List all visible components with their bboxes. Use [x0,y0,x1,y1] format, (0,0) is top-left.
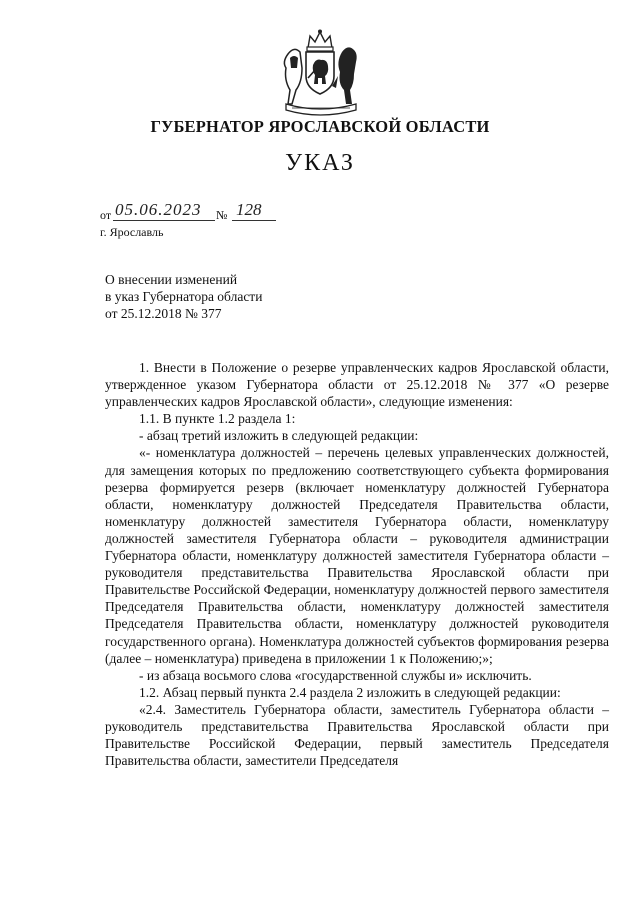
document-type: УКАЗ [285,150,355,176]
number-sign: № [216,208,228,222]
body-paragraph: 1. Внести в Положение о резерве управленческих кадров Ярославской области, утвержденное указом Губернатора области от 25.12.2018 № 377 «О резерве управленческих кадров Ярославской области», следующие изменения: [105,360,609,410]
body-paragraph: «- номенклатура должностей – перечень целевых управленческих должностей, для замещения которых по предложению соответствующего субъекта формирования резерва формируется резерв (включает номенклатуру должностей Губернатора области, номенклатуру должностей Председателя Правительства области, номенклатуру должностей заместителя Губернатора области, номенклатуру должностей заместителя Губернатора области – руководителя администрации Губернатора области, номенклатуру должностей заместителя Губернатора области – руководителя представительства Правительства Ярославской области при Правительстве Российской Федерации, номенклатуру должностей первого заместителя Председателя Правительства области, номенклатуру должностей заместителя Председателя Правительства области, номенклатуру должностей руководителя государственного органа). Номенклатура должностей субъектов формирования резерва (далее – номенклатура) приведена в приложении 1 к Положению;»; [105,445,609,666]
subject-line: от 25.12.2018 № 377 [105,306,222,321]
body-paragraph: «2.4. Заместитель Губернатора области, заместитель Губернатора области – руководитель представительства Правительства Ярославской области при Правительстве Российской Федерации, первый заместитель Председателя Правительства области, заместители Председателя [105,701,609,769]
date-underline [113,220,215,221]
coat-of-arms-icon [272,28,368,120]
subject-line: в указ Губернатора области [105,289,263,304]
body-paragraph: - абзац третий изложить в следующей редакции: [139,428,419,444]
body-paragraph: - из абзаца восьмого слова «государственной службы и» исключить. [139,667,532,683]
date-prefix: от [100,208,112,222]
date-handwritten: 05.06.2023 [115,200,202,219]
body-paragraph: 1.2. Абзац первый пункта 2.4 раздела 2 изложить в следующей редакции: [139,684,561,700]
number-handwritten: 128 [236,200,262,219]
subject-block [105,271,262,322]
decree-body [105,359,609,769]
issuing-authority: ГУБЕРНАТОР ЯРОСЛАВСКОЙ ОБЛАСТИ [150,117,490,136]
number-underline [232,220,276,221]
city: г. Ярославль [100,225,164,239]
body-paragraph: 1.1. В пункте 1.2 раздела 1: [139,411,296,427]
subject-line: О внесении изменений [105,272,238,287]
